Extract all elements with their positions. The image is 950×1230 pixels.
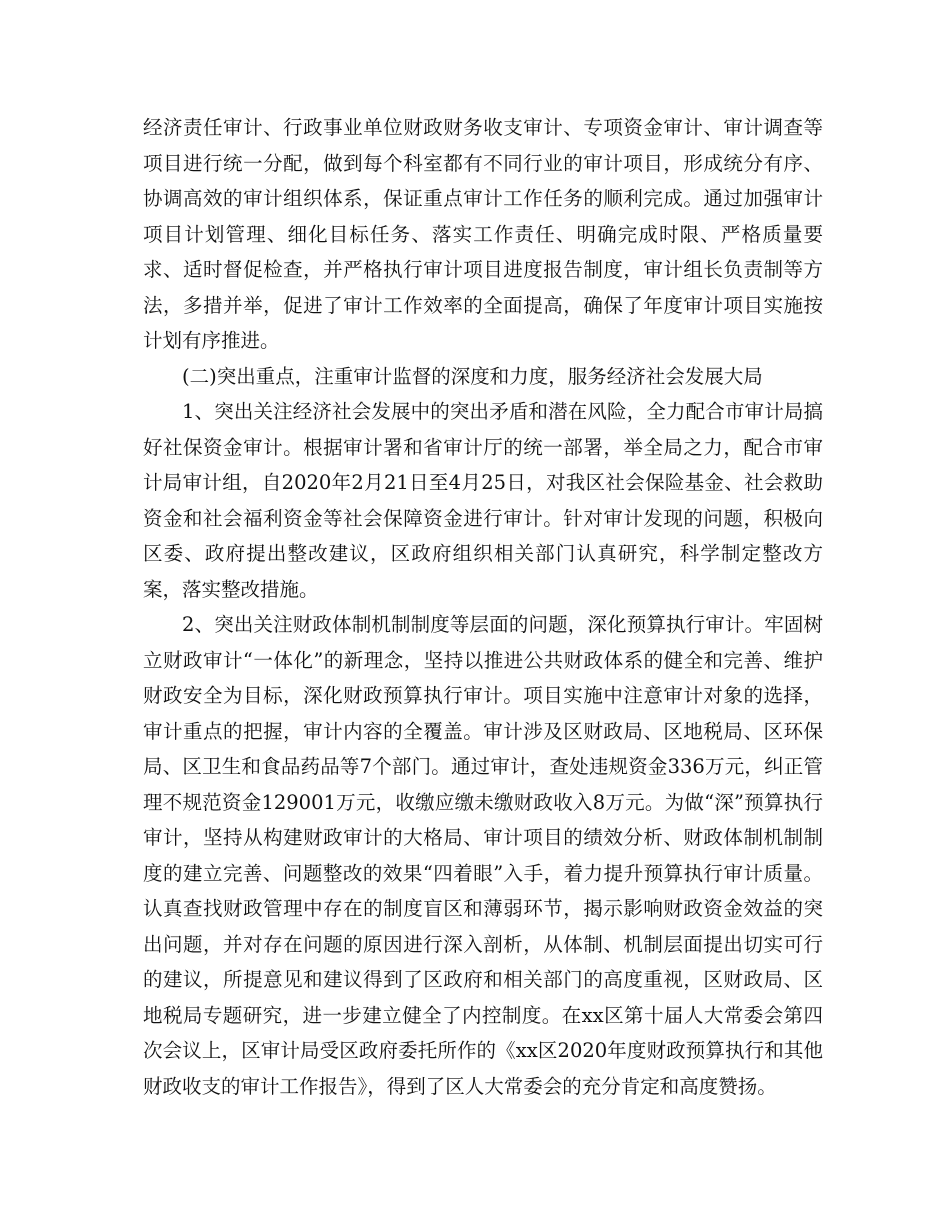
- paragraph-item-2: 2、突出关注财政体制机制制度等层面的问题，深化预算执行审计。牢固树立财政审计“一体化”的新理念，坚持以推进公共财政体系的健全和完善、维护财政安全为目标，深化财政预算执行审计。项目实施中注意审计对象的选择，审计重点的把握，审计内容的全覆盖。审计涉及区财政局、区地税局、区环保局、区卫生和食品药品等7个部门。通过审计，查处违规资金336万元，纠正管理不规范资金129001万元，收缴应缴未缴财政收入8万元。为做“深”预算执行审计，坚持从构建财政审计的大格局、审计项目的绩效分析、财政体制机制制度的建立完善、问题整改的效果“四着眼”入手，着力提升预算执行审计质量。认真查找财政管理中存在的制度盲区和薄弱环节，揭示影响财政资金效益的突出问题，并对存在问题的原因进行深入剖析，从体制、机制层面提出切实可行的建议，所提意见和建议得到了区政府和相关部门的高度重视，区财政局、区地税局专题研究，进一步建立健全了内控制度。在xx区第十届人大常委会第四次会议上，区审计局受区政府委托所作的《xx区2020年度财政预算执行和其他财政收支的审计工作报告》，得到了区人大常委会的充分肯定和高度赞扬。: [143, 613, 823, 1098]
- paragraph-item-1: 1、突出关注经济社会发展中的突出矛盾和潜在风险，全力配合市审计局搞好社保资金审计。根据审计署和省审计厅的统一部署，举全局之力，配合市审计局审计组，自2020年2月21日至4月25日，对我区社会保险基金、社会救助资金和社会福利资金等社会保障资金进行审计。针对审计发现的问题，积极向区委、政府提出整改建议，区政府组织相关部门认真研究，科学制定整改方案，落实整改措施。: [143, 400, 823, 601]
- document-page: [143, 110, 823, 1104]
- paragraph-continued: 经济责任审计、行政事业单位财政财务收支审计、专项资金审计、审计调查等项目进行统一分配，做到每个科室都有不同行业的审计项目，形成统分有序、协调高效的审计组织体系，保证重点审计工作任务的顺利完成。通过加强审计项目计划管理、细化目标任务、落实工作责任、明确完成时限、严格质量要求、适时督促检查，并严格执行审计项目进度报告制度，审计组长负责制等方法，多措并举，促进了审计工作效率的全面提高，确保了年度审计项目实施按计划有序推进。: [143, 116, 823, 352]
- section-heading: (二)突出重点，注重审计监督的深度和力度，服务经济社会发展大局: [182, 364, 763, 388]
